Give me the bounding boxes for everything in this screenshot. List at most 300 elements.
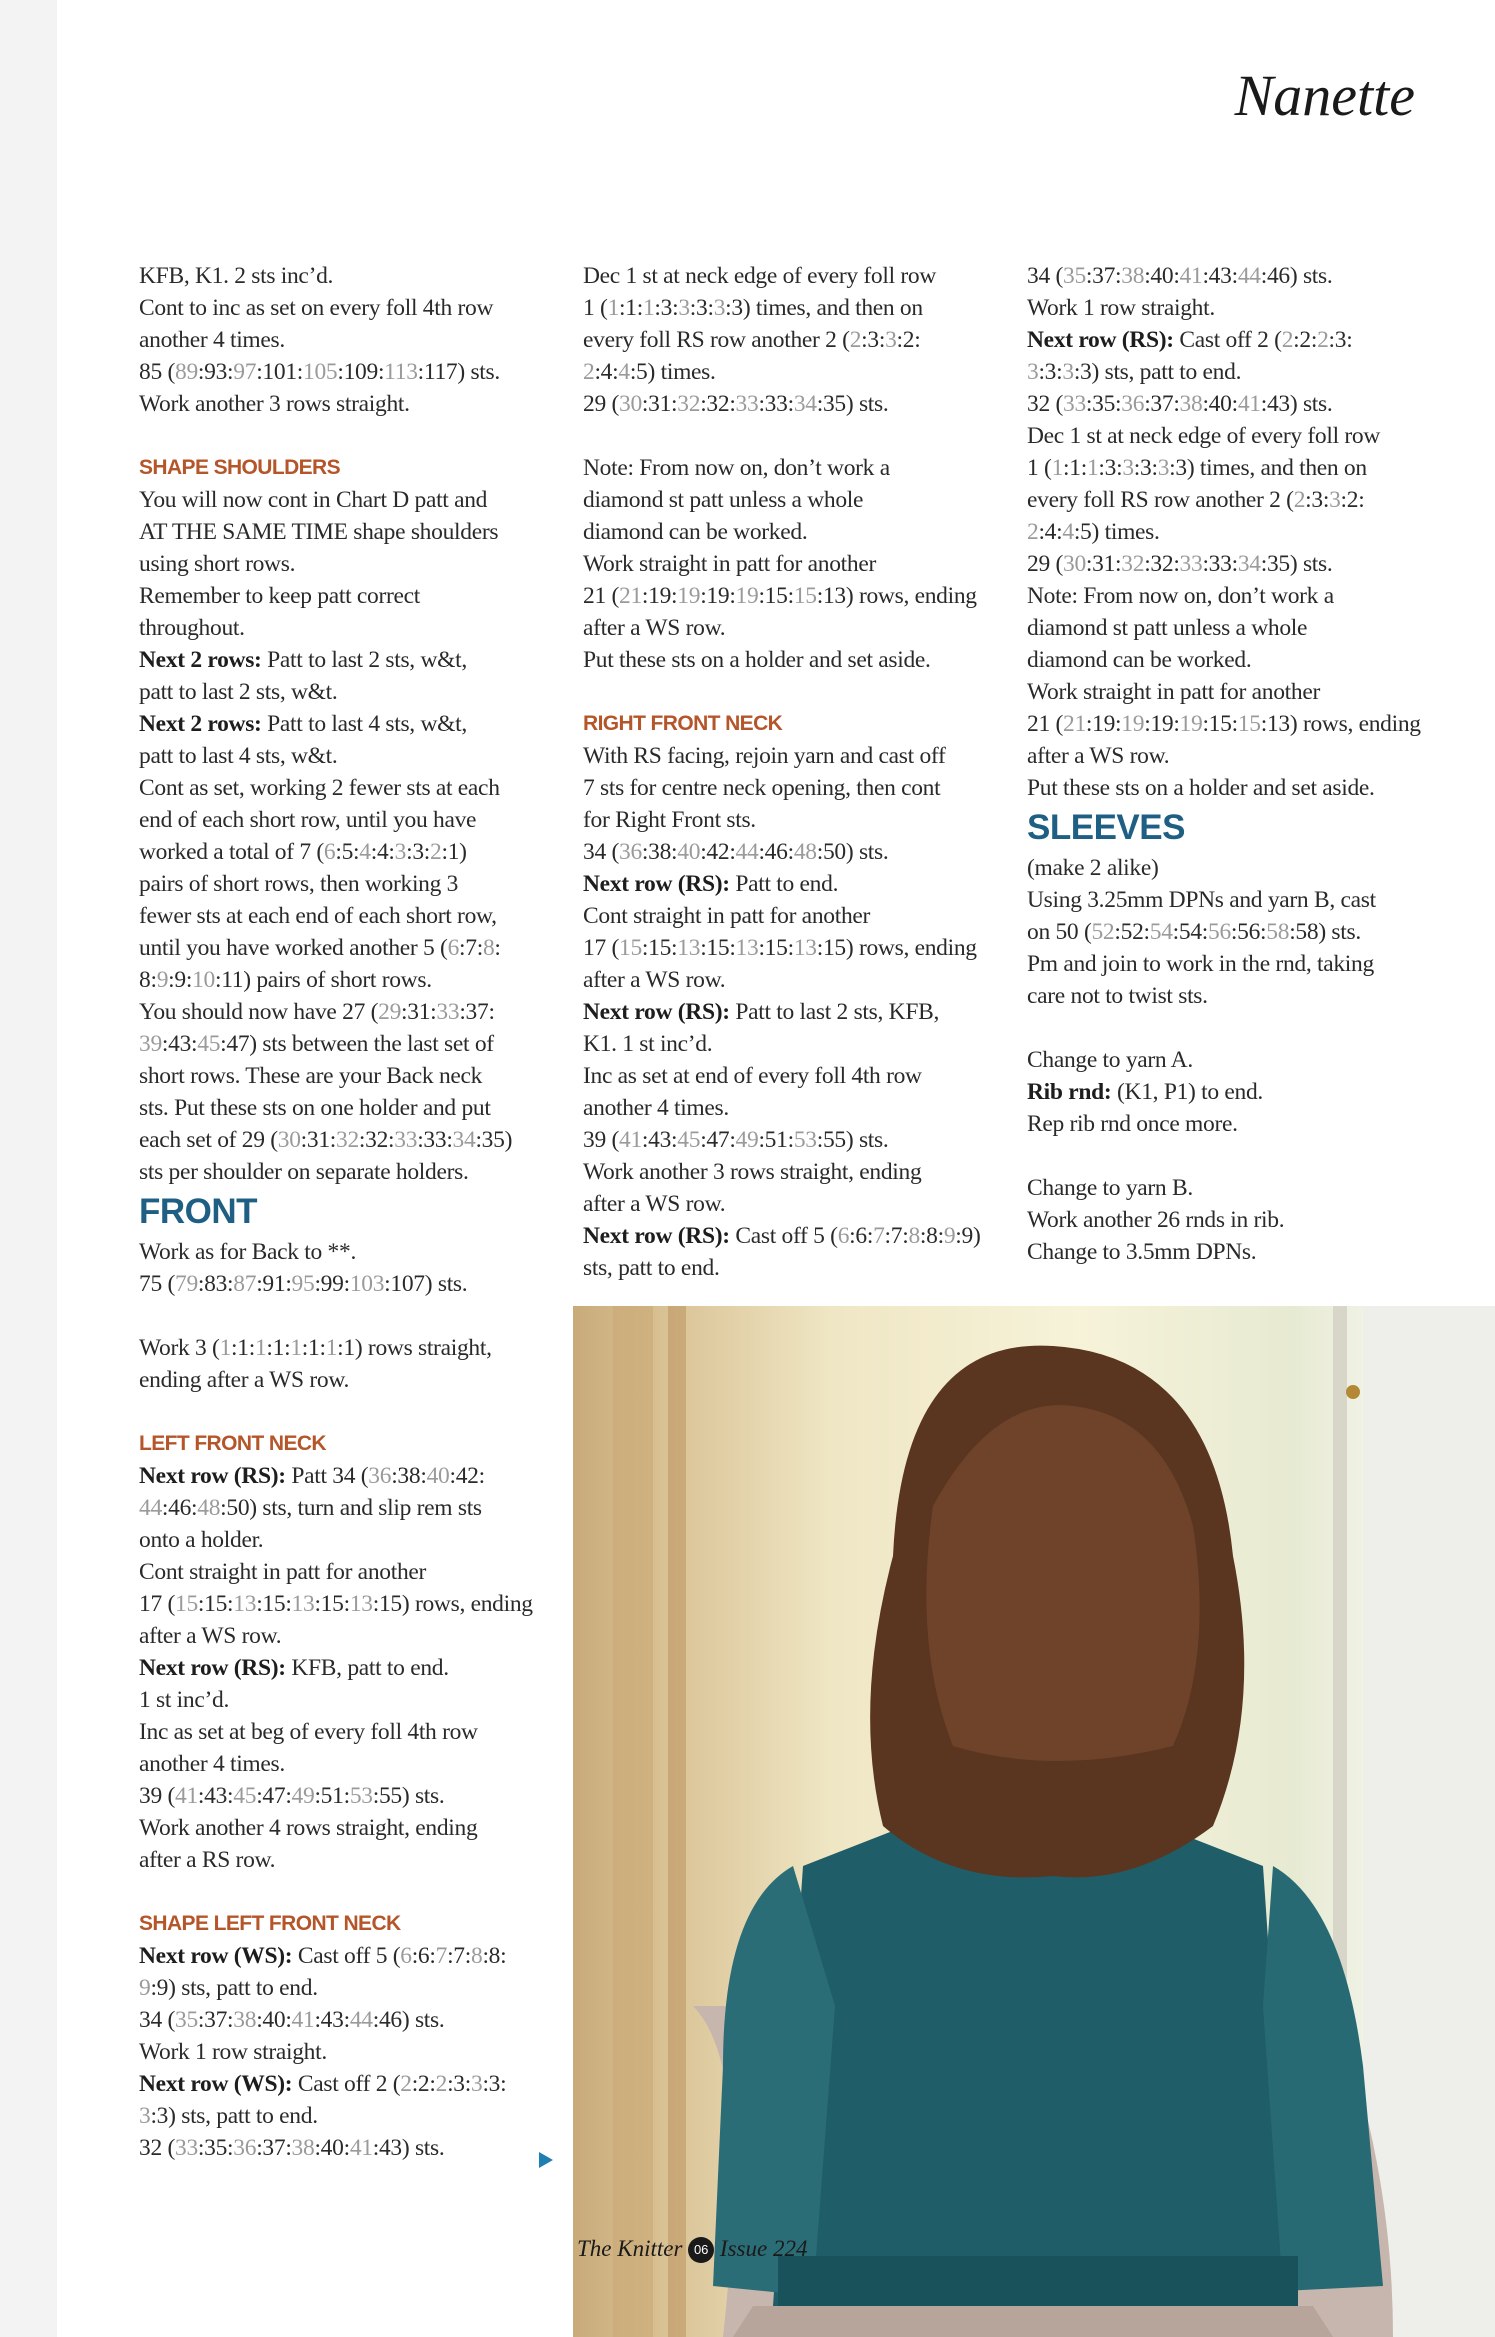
size-variant: 79 xyxy=(175,1271,198,1297)
text-line xyxy=(139,644,559,676)
text-span: :43) sts. xyxy=(372,2135,445,2161)
text-span: :15: xyxy=(641,935,678,961)
text-line xyxy=(139,356,559,388)
text-span: :5) times. xyxy=(629,359,716,385)
text-line xyxy=(583,260,1003,292)
text-span: :7: xyxy=(884,1223,909,1249)
text-span: Rep rib rnd once more. xyxy=(1027,1111,1238,1137)
text-span: :3) sts, patt to end. xyxy=(1073,359,1242,385)
text-span: :37: xyxy=(1085,263,1122,289)
text-span: diamond st patt unless a whole xyxy=(583,487,864,513)
text-span: :9) xyxy=(955,1223,981,1249)
size-variant: 1 xyxy=(1086,455,1099,481)
text-span: Cont to inc as set on every foll 4th row xyxy=(139,295,494,321)
text-span: :15: xyxy=(314,1591,350,1617)
text-line xyxy=(583,612,1003,644)
text-span: Cont straight in patt for another xyxy=(583,903,871,929)
text-line xyxy=(583,1220,1003,1252)
text-span: :43) sts. xyxy=(1260,391,1333,417)
size-variant: 3 xyxy=(139,2103,151,2129)
size-variant: 32 xyxy=(677,391,701,417)
text-span: (K1, P1) to end. xyxy=(1111,1079,1264,1105)
text-line xyxy=(1027,644,1447,676)
text-line xyxy=(1027,1204,1447,1236)
text-span: Work another 26 rnds in rib. xyxy=(1027,1207,1285,1233)
text-span: short rows. These are your Back neck xyxy=(139,1063,483,1089)
text-span: diamond can be worked. xyxy=(583,519,808,545)
text-span: With RS facing, rejoin yarn and cast off xyxy=(583,743,946,769)
heading-right-front-neck: RIGHT FRONT NECK xyxy=(583,712,783,735)
text-span: :43: xyxy=(1202,263,1238,289)
text-span: onto a holder. xyxy=(139,1527,264,1553)
size-variant: 41 xyxy=(349,2135,373,2161)
text-span: :50) sts, turn and slip rem sts xyxy=(220,1495,482,1521)
text-span: 85 ( xyxy=(139,359,176,385)
col3-rib-continue-text xyxy=(1027,1172,1447,1268)
size-variant: 30 xyxy=(277,1127,301,1153)
text-span: :1: xyxy=(231,1335,255,1361)
text-span: :83: xyxy=(197,1271,234,1297)
text-span: 29 ( xyxy=(583,391,620,417)
text-line xyxy=(139,484,559,516)
text-span: :35: xyxy=(197,2135,234,2161)
text-line xyxy=(139,1940,559,1972)
size-variant: 49 xyxy=(735,1127,759,1153)
text-line xyxy=(139,2132,559,2164)
size-variant: 4 xyxy=(1062,519,1074,545)
text-line xyxy=(139,1236,559,1268)
size-variant: 9 xyxy=(139,1975,151,2001)
size-variant: 1 xyxy=(219,1335,232,1361)
size-variant: 13 xyxy=(677,935,701,961)
size-variant: 105 xyxy=(303,359,338,385)
bold-label: Next 2 rows: xyxy=(139,711,262,737)
text-span: 29 ( xyxy=(1027,551,1064,577)
size-variant: 4 xyxy=(618,359,630,385)
text-line xyxy=(583,388,1003,420)
text-span: Work straight in patt for another xyxy=(1027,679,1320,705)
text-span: 34 ( xyxy=(1027,263,1064,289)
text-span: after a WS row. xyxy=(139,1623,282,1649)
size-variant: 34 xyxy=(452,1127,476,1153)
text-span: :43: xyxy=(314,2007,350,2033)
text-span: :54: xyxy=(1172,919,1209,945)
size-variant: 45 xyxy=(197,1031,221,1057)
text-line xyxy=(139,2068,559,2100)
size-variant: 36 xyxy=(368,1463,392,1489)
size-variant: 95 xyxy=(291,1271,315,1297)
text-span: until you have worked another 5 ( xyxy=(139,935,448,961)
text-span: Work another 3 rows straight. xyxy=(139,391,410,417)
text-span: Note: From now on, don’t work a xyxy=(583,455,890,481)
text-span: Cont as set, working 2 fewer sts at each xyxy=(139,775,500,801)
text-line xyxy=(1027,1076,1447,1108)
text-span: :15: xyxy=(758,935,794,961)
col2-note xyxy=(583,452,1003,676)
text-span: :38: xyxy=(391,1463,427,1489)
text-span: after a RS row. xyxy=(139,1847,276,1873)
text-line xyxy=(139,804,559,836)
bold-label: Rib rnd: xyxy=(1027,1079,1112,1105)
text-span: 75 ( xyxy=(139,1271,176,1297)
size-variant: 41 xyxy=(1179,263,1203,289)
text-line xyxy=(139,996,559,1028)
text-line xyxy=(139,676,559,708)
text-span: Work straight in patt for another xyxy=(583,551,876,577)
text-span: Work 3 ( xyxy=(139,1335,220,1361)
text-line xyxy=(1027,548,1447,580)
text-span: :3: xyxy=(1328,327,1353,353)
heading-sleeves: SLEEVES xyxy=(1027,808,1185,847)
text-line xyxy=(583,964,1003,996)
text-span: :31: xyxy=(300,1127,337,1153)
text-column-3 xyxy=(1027,260,1447,1268)
text-span: 34 ( xyxy=(139,2007,176,2033)
text-span: another 4 times. xyxy=(139,1751,285,1777)
text-span: :6: xyxy=(849,1223,874,1249)
text-span: :52: xyxy=(1114,919,1150,945)
size-variant: 2 xyxy=(849,327,862,353)
text-span: :55) sts. xyxy=(372,1783,445,1809)
text-span: :47: xyxy=(256,1783,292,1809)
text-line xyxy=(583,644,1003,676)
col1-intro xyxy=(139,260,559,420)
text-span: AT THE SAME TIME shape shoulders xyxy=(139,519,499,545)
text-span: :37: xyxy=(256,2135,292,2161)
text-span: Patt to last 2 sts, KFB, xyxy=(729,999,940,1025)
text-span: Inc as set at end of every foll 4th row xyxy=(583,1063,922,1089)
size-variant: 58 xyxy=(1266,919,1290,945)
text-span: :11) pairs of short rows. xyxy=(214,967,432,993)
text-span: :1: xyxy=(1063,455,1087,481)
text-line xyxy=(583,900,1003,932)
text-line xyxy=(1027,292,1447,324)
text-line xyxy=(583,1252,1003,1284)
size-variant: 15 xyxy=(1237,711,1261,737)
bold-label: Next row (RS): xyxy=(583,871,730,897)
text-line xyxy=(139,292,559,324)
size-variant: 15 xyxy=(793,583,817,609)
text-line xyxy=(139,772,559,804)
text-line xyxy=(583,324,1003,356)
text-span: 8: xyxy=(139,967,157,993)
size-variant: 3 xyxy=(1062,359,1074,385)
text-span: :35: xyxy=(1085,391,1122,417)
text-span: throughout. xyxy=(139,615,245,641)
size-variant: 33 xyxy=(394,1127,418,1153)
text-line xyxy=(1027,852,1447,884)
size-variant: 13 xyxy=(349,1591,373,1617)
size-variant: 38 xyxy=(1121,263,1145,289)
text-span: :107) sts. xyxy=(384,1271,468,1297)
text-span: Cast off 5 ( xyxy=(292,1943,401,1969)
text-line xyxy=(139,1588,559,1620)
text-span: :101: xyxy=(256,359,303,385)
text-line xyxy=(583,996,1003,1028)
text-span: patt to last 2 sts, w&t. xyxy=(139,679,338,705)
size-variant: 13 xyxy=(793,935,817,961)
col1-shape-shoulders-text xyxy=(139,484,559,1188)
text-line xyxy=(1027,1044,1447,1076)
text-span: Dec 1 st at neck edge of every foll row xyxy=(1027,423,1381,449)
text-line xyxy=(139,1332,559,1364)
size-variant: 15 xyxy=(619,935,642,961)
text-span: Patt to last 4 sts, w&t, xyxy=(261,711,467,737)
text-span: :117) sts. xyxy=(417,359,500,385)
size-variant: 32 xyxy=(336,1127,359,1153)
text-span: Pm and join to work in the rnd, taking xyxy=(1027,951,1374,977)
text-line xyxy=(583,772,1003,804)
pattern-title: Nanette xyxy=(1234,63,1415,128)
text-span: :47) sts between the last set of xyxy=(220,1031,494,1057)
text-span: :47: xyxy=(700,1127,736,1153)
size-variant: 2 xyxy=(1281,327,1294,353)
text-line xyxy=(583,804,1003,836)
text-span: :58) sts. xyxy=(1289,919,1361,945)
text-span: Patt 34 ( xyxy=(285,1463,369,1489)
text-span: :31: xyxy=(401,999,437,1025)
size-variant: 36 xyxy=(619,839,642,865)
text-span: :1) rows straight, xyxy=(337,1335,492,1361)
text-span: :19: xyxy=(1144,711,1180,737)
size-variant: 13 xyxy=(291,1591,315,1617)
text-span: :19: xyxy=(641,583,678,609)
size-variant: 48 xyxy=(197,1495,221,1521)
text-line xyxy=(1027,420,1447,452)
text-span: 1 ( xyxy=(583,295,608,321)
text-span: Cast off 2 ( xyxy=(1173,327,1282,353)
text-line xyxy=(139,516,559,548)
size-variant: 19 xyxy=(677,583,701,609)
text-span: :2: xyxy=(1340,487,1365,513)
text-span: :7: xyxy=(459,935,483,961)
text-line xyxy=(583,1188,1003,1220)
text-line xyxy=(139,1156,559,1188)
text-span: :4: xyxy=(594,359,619,385)
text-span: 1 ( xyxy=(1027,455,1052,481)
left-page-gutter xyxy=(0,0,57,2337)
text-span: :3: xyxy=(689,295,714,321)
text-span: :15) rows, ending xyxy=(372,1591,533,1617)
text-span: :43: xyxy=(161,1031,198,1057)
text-span: 21 ( xyxy=(1027,711,1064,737)
text-span: :33: xyxy=(417,1127,453,1153)
text-span: Change to 3.5mm DPNs. xyxy=(1027,1239,1257,1265)
size-variant: 3 xyxy=(471,2071,483,2097)
text-line xyxy=(583,516,1003,548)
text-span: Remember to keep patt correct xyxy=(139,583,420,609)
text-span: :33: xyxy=(758,391,794,417)
text-span: :1: xyxy=(301,1335,326,1361)
size-variant: 45 xyxy=(233,1783,257,1809)
text-span: :43: xyxy=(641,1127,678,1153)
col1-left-front-neck-text xyxy=(139,1460,559,1876)
col1-front-rows xyxy=(139,1332,559,1396)
text-span: after a WS row. xyxy=(583,1191,726,1217)
continue-arrow-icon xyxy=(539,2152,553,2168)
text-line xyxy=(1027,708,1447,740)
bold-label: Next row (WS): xyxy=(139,2071,293,2097)
text-span: :15: xyxy=(758,583,794,609)
photo-back-view-teal-cardigan-icon xyxy=(573,1306,1495,2337)
text-span: 39 ( xyxy=(583,1127,620,1153)
text-span: after a WS row. xyxy=(1027,743,1170,769)
text-line xyxy=(1027,740,1447,772)
text-span: :31: xyxy=(1085,551,1122,577)
text-span: :7: xyxy=(447,1943,471,1969)
text-span: Work 1 row straight. xyxy=(139,2039,327,2065)
text-span: Patt to end. xyxy=(729,871,839,897)
bold-label: Next row (RS): xyxy=(139,1655,286,1681)
text-span: end of each short row, until you have xyxy=(139,807,477,833)
text-span: 7 sts for centre neck opening, then cont xyxy=(583,775,941,801)
size-variant: 52 xyxy=(1091,919,1115,945)
size-variant: 44 xyxy=(349,2007,373,2033)
size-variant: 38 xyxy=(1179,391,1203,417)
text-span: :9) sts, patt to end. xyxy=(150,1975,318,2001)
text-span: :15: xyxy=(197,1591,234,1617)
size-variant: 34 xyxy=(1237,551,1261,577)
text-line xyxy=(583,1028,1003,1060)
text-line xyxy=(1027,324,1447,356)
bold-label: Next row (WS): xyxy=(139,1943,293,1969)
size-variant: 113 xyxy=(384,359,418,385)
text-line xyxy=(583,580,1003,612)
text-span: :15) rows, ending xyxy=(816,935,977,961)
text-span: Work another 3 rows straight, ending xyxy=(583,1159,922,1185)
size-variant: 6 xyxy=(400,1943,412,1969)
size-variant: 38 xyxy=(291,2135,315,2161)
heading-front: FRONT xyxy=(139,1192,258,1231)
heading-shape-left-front-neck: SHAPE LEFT FRONT NECK xyxy=(139,1912,401,1935)
text-span: :3: xyxy=(861,327,886,353)
text-line xyxy=(139,1812,559,1844)
text-span: :3: xyxy=(654,295,679,321)
text-line xyxy=(1027,676,1447,708)
text-span: :3: xyxy=(1098,455,1123,481)
text-span: :32: xyxy=(1144,551,1180,577)
text-span: :37: xyxy=(1144,391,1180,417)
text-line xyxy=(583,356,1003,388)
text-span: :4: xyxy=(1038,519,1063,545)
text-span: 17 ( xyxy=(139,1591,176,1617)
text-span: :1: xyxy=(266,1335,291,1361)
text-line xyxy=(1027,580,1447,612)
size-variant: 19 xyxy=(1179,711,1203,737)
col3-intro xyxy=(1027,260,1447,804)
size-variant: 44 xyxy=(735,839,759,865)
size-variant: 1 xyxy=(642,295,655,321)
size-variant: 3 xyxy=(394,839,407,865)
text-span: another 4 times. xyxy=(139,327,285,353)
text-span: :8: xyxy=(919,1223,944,1249)
text-line xyxy=(139,868,559,900)
text-line xyxy=(1027,484,1447,516)
text-span: Inc as set at beg of every foll 4th row xyxy=(139,1719,478,1745)
text-span: pairs of short rows, then working 3 xyxy=(139,871,459,897)
size-variant: 2 xyxy=(1317,327,1329,353)
size-variant: 33 xyxy=(1179,551,1203,577)
text-span: :56: xyxy=(1230,919,1267,945)
size-variant: 2 xyxy=(583,359,595,385)
text-span: :46) sts. xyxy=(372,2007,445,2033)
text-span: :38: xyxy=(641,839,678,865)
text-span: fewer sts at each end of each short row, xyxy=(139,903,497,929)
text-span: :91: xyxy=(256,1271,292,1297)
text-span: :33: xyxy=(1202,551,1238,577)
text-span: Dec 1 st at neck edge of every foll row xyxy=(583,263,937,289)
text-span: :3: xyxy=(1038,359,1063,385)
col1-shape-left-front-neck-text xyxy=(139,1940,559,2164)
text-span: :55) sts. xyxy=(816,1127,889,1153)
text-span: 34 ( xyxy=(583,839,620,865)
size-variant: 13 xyxy=(233,1591,257,1617)
text-line xyxy=(139,1652,559,1684)
size-variant: 1 xyxy=(607,295,620,321)
size-variant: 3 xyxy=(1122,455,1134,481)
size-variant: 2 xyxy=(430,839,442,865)
text-line xyxy=(139,708,559,740)
text-span: :42: xyxy=(449,1463,485,1489)
size-variant: 41 xyxy=(175,1783,198,1809)
text-span: Patt to last 2 sts, w&t, xyxy=(261,647,467,673)
text-line xyxy=(139,740,559,772)
text-line xyxy=(139,900,559,932)
size-variant: 87 xyxy=(233,1271,257,1297)
size-variant: 49 xyxy=(291,1783,315,1809)
text-span: :13) rows, ending xyxy=(1260,711,1421,737)
footer-issue: Issue 224 xyxy=(719,2236,808,2261)
text-span: :99: xyxy=(314,1271,350,1297)
text-span: 21 ( xyxy=(583,583,620,609)
size-variant: 30 xyxy=(619,391,642,417)
text-line xyxy=(583,548,1003,580)
text-span: Put these sts on a holder and set aside. xyxy=(583,647,931,673)
size-variant: 40 xyxy=(677,839,701,865)
text-line xyxy=(1027,260,1447,292)
text-span: :3) times, and then on xyxy=(1169,455,1367,481)
text-line xyxy=(583,292,1003,324)
text-span: Cast off 2 ( xyxy=(292,2071,401,2097)
text-span: sts, patt to end. xyxy=(583,1255,720,1281)
size-variant: 15 xyxy=(175,1591,198,1617)
col1-front-text xyxy=(139,1236,559,1300)
text-line xyxy=(583,932,1003,964)
text-span: 17 ( xyxy=(583,935,620,961)
size-variant: 36 xyxy=(233,2135,257,2161)
text-line xyxy=(1027,388,1447,420)
text-line xyxy=(139,1844,559,1876)
size-variant: 33 xyxy=(436,999,460,1025)
text-span: :3: xyxy=(1133,455,1158,481)
text-span: diamond st patt unless a whole xyxy=(1027,615,1308,641)
text-span: :5: xyxy=(335,839,360,865)
bold-label: Next row (RS): xyxy=(1027,327,1174,353)
text-span: Work another 4 rows straight, ending xyxy=(139,1815,478,1841)
size-variant: 3 xyxy=(1157,455,1170,481)
text-span: after a WS row. xyxy=(583,967,726,993)
size-variant: 1 xyxy=(1051,455,1064,481)
text-line xyxy=(139,836,559,868)
size-variant: 45 xyxy=(677,1127,701,1153)
text-span: :3: xyxy=(406,839,431,865)
text-span: after a WS row. xyxy=(583,615,726,641)
text-span: Work 1 row straight. xyxy=(1027,295,1215,321)
size-variant: 6 xyxy=(447,935,460,961)
col3-rib-text xyxy=(1027,1044,1447,1140)
text-span: on 50 ( xyxy=(1027,919,1092,945)
text-span: :35) sts. xyxy=(1260,551,1333,577)
